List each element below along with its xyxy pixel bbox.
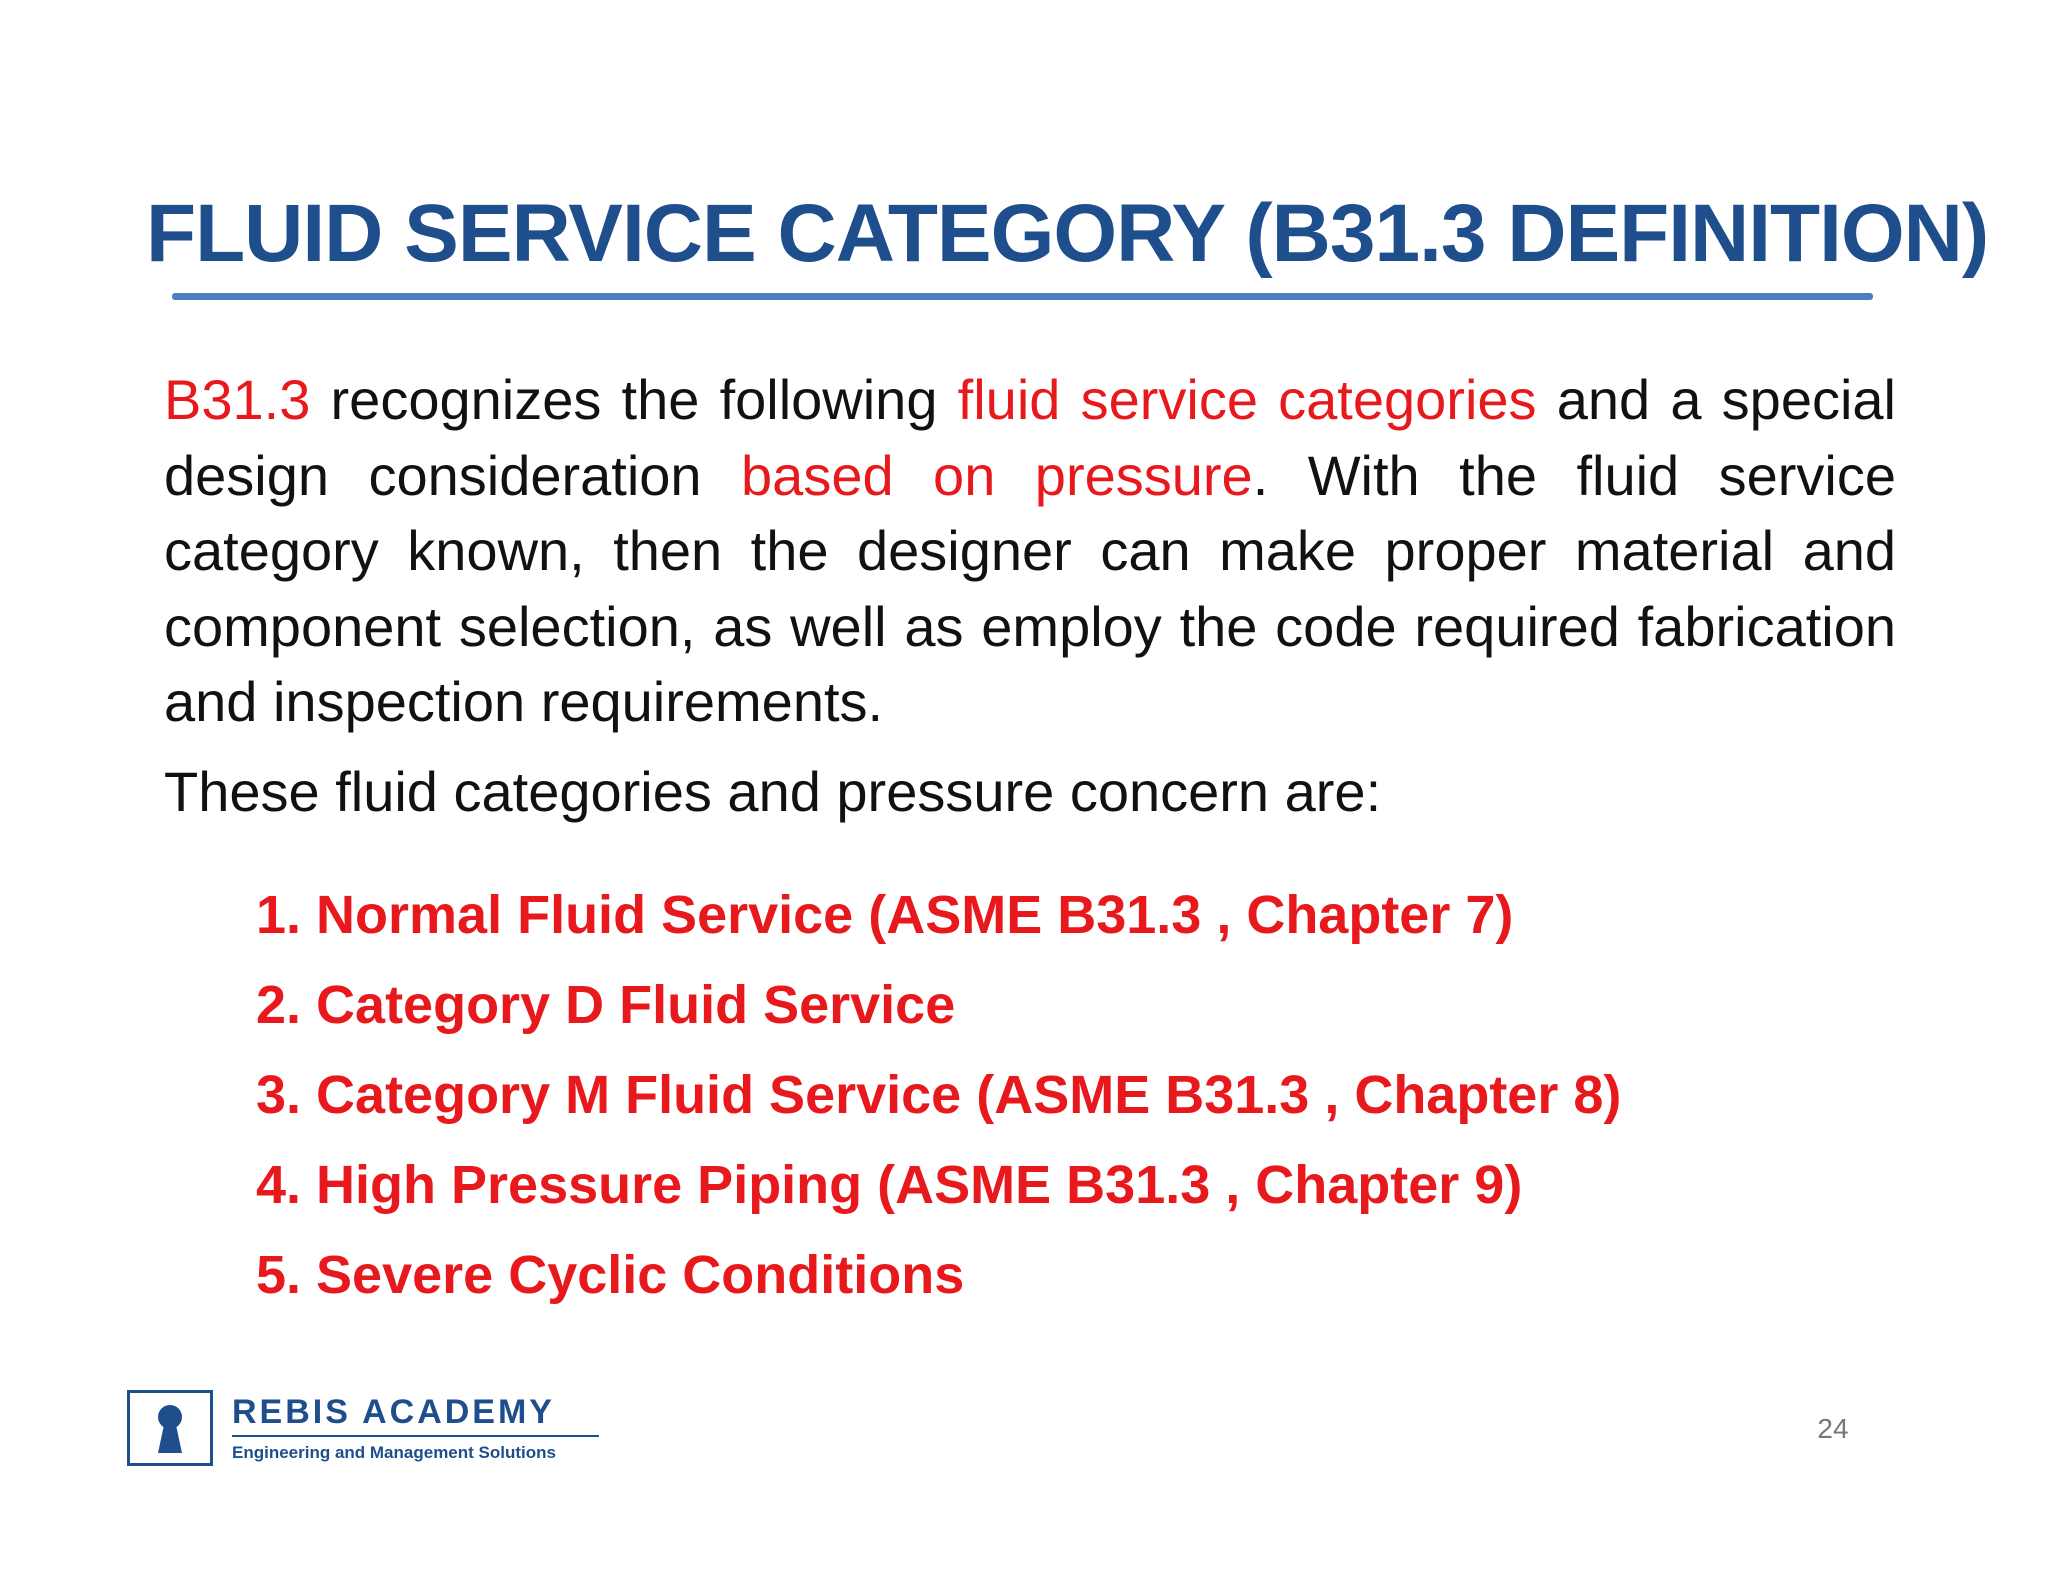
list-item: 1. Normal Fluid Service (ASME B31.3 , Chapter 7)	[256, 885, 1514, 945]
categories-intro: These fluid categories and pressure concern are:	[164, 760, 1382, 823]
paragraph-text-3: . With the fluid service category known, then the designer can make proper material and component selection, as well as employ the code required fabrication and inspection requirements.	[164, 443, 1897, 733]
list-item: 5. Severe Cyclic Conditions	[256, 1245, 965, 1305]
list-item: 3. Category M Fluid Service (ASME B31.3 , Chapter 8)	[256, 1065, 1622, 1125]
list-item: 2. Category D Fluid Service	[256, 975, 956, 1035]
keyhole-icon	[130, 1393, 210, 1463]
body-paragraph	[164, 362, 1896, 740]
logo-name: REBIS ACADEMY	[232, 1393, 555, 1431]
company-logo	[127, 1390, 607, 1472]
logo-divider	[232, 1435, 599, 1437]
slide-title: FLUID SERVICE CATEGORY (B31.3 DEFINITION)	[146, 188, 1989, 279]
highlight-fluid-service-categories: fluid service categories	[957, 368, 1537, 431]
paragraph-text-1: recognizes the following	[310, 368, 958, 431]
logo-tagline: Engineering and Management Solutions	[232, 1443, 556, 1462]
logo-emblem	[127, 1390, 213, 1466]
title-underline	[172, 293, 1873, 300]
highlight-based-on-pressure: based on pressure	[741, 443, 1253, 507]
category-list	[256, 870, 1856, 1320]
paragraph-text-2: and a special design consideration	[164, 368, 1896, 507]
code-reference: B31.3	[164, 368, 311, 431]
page-number: 24	[1817, 1413, 1849, 1444]
list-item: 4. High Pressure Piping (ASME B31.3 , Chapter 9)	[256, 1155, 1523, 1215]
